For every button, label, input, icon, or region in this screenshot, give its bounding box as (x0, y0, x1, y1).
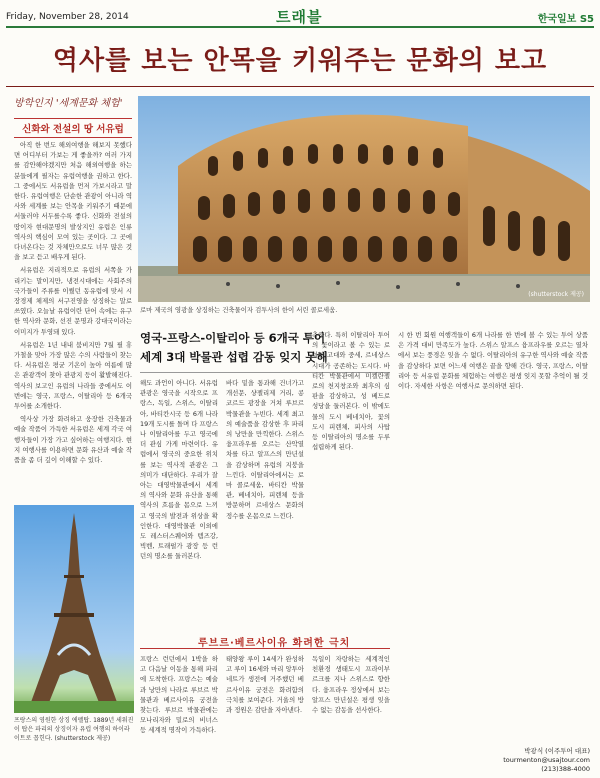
subtitle: 신화와 전설의 땅 서유럽 (14, 118, 132, 138)
louvre-column-c: 독일이 자랑하는 세계적인 친환경 생태도시 프라이부르크를 지나 스위스로 향한다. 융프라우 정상에서 보는 알프스 만년설은 평생 잊을 수 없는 감동을 선사한다. (312, 655, 390, 715)
subheadline-line-1: 영국-프랑스-이탈리아 등 6개국 투어 (140, 331, 326, 345)
title-rule (6, 86, 594, 87)
louvre-column-b: 태양왕 루이 14세가 완성하고 루이 16세와 마리 앙투아네트가 생전에 거주했던 베르사이유 궁전은 화려함의 극치를 보여준다. 거울의 방과 정원은 감탄을 자아낸다. (226, 655, 304, 715)
eiffel-credit: (shutterstock 제공) (54, 735, 111, 742)
subheadline-line-2: 세계 3대 박물관 섭렵 감동 잊지 못해 (140, 350, 328, 364)
middle-column-b: 바다 밑을 통과해 건너가고 개선문, 샹젤리제 거리, 콩코르드 광장을 거쳐 루브르 박물관을 누빈다. 세계 최고의 예술품을 감상한 후 파리의 낭만을 만끽한다. 스위스 융프라우를 오르는 산악열차를 타고 알프스의 만년설을 감상하며 유럽의 지붕을 느낀다. 이탈리아에서는 로마 콜로세움, 바티칸 박물관, 베네치아, 피렌체 등을 방문하며 르네상스 문화의 정수를 온몸으로 느낀다. (226, 379, 304, 520)
paragraph: 서유럽은 지리적으로 유럽의 서쪽을 가리키는 말이지만, 냉전시대에는 사회주의 국가들이 주류를 이뤘던 동유럽에 맞서 시장경제 체제의 서구진영을 상징하는 말로 쓰였다. 오늘날 유럽이란 단어 속에는 유구한 역사와 문화, 선진 문명과 강대국이라는 이미지가 투영돼 있다. (14, 266, 132, 336)
section-title: 트래블 (276, 8, 323, 26)
author-name: 박광식 (이주투어 대표) (524, 747, 590, 755)
middle-column-c: 측하다. 특히 이탈리아 투어의 꽃이라고 볼 수 있는 로마는 고대와 중세, 르네상스 시대가 공존하는 도시다. 바티칸 박물관에서 미켈란젤로의 천지창조와 최후의 심판을 감상하고, 성 베드로 성당을 둘러본다. 이 밖에도 물의 도시 베네치아, 꽃의 도시 피렌체, 피사의 사탑 등 이탈리아의 명소를 두루 섭렵하게 된다. (312, 331, 390, 452)
kicker: 방학인지 '세계문화 체험' (14, 98, 123, 109)
louvre-column-a: 프랑스 런던에서 1박을 하고 다음날 이동을 통해 파리에 도착한다. 프랑스는 예술과 낭만의 나라로 루브르 박물관과 베르사이유 궁전을 찾는다. 루브르 박물관에는 모나리자와 밀로의 비너스 등 세계적 명작이 가득하다. (140, 655, 218, 735)
brand-logo: 한국일보 S5 (537, 14, 594, 25)
eiffel-caption-text: 프랑스의 영원한 상징 에펠탑. 1889년 세워진 이 탑은 파리의 상징이자 유럽 여행의 하이라이트로 꼽힌다. (14, 717, 134, 742)
eiffel-illustration (14, 505, 134, 713)
colosseum-illustration (138, 96, 590, 302)
colosseum-photo (138, 96, 590, 302)
page-header (6, 4, 594, 28)
paragraph: 역사상 가장 화려하고 웅장한 건축물과 예술 작품이 가득한 서유럽은 세계 각국 여행자들이 가장 가고 싶어하는 여행지다. 현지 여행사를 이용하면 문화 유산과 예술 작품을 좀 더 깊이 이해할 수 있다. (14, 415, 132, 465)
photo-credit: (shutterstock 제공) (528, 291, 584, 298)
issue-date: Friday, November 28, 2014 (6, 12, 129, 22)
middle-column-a: 해도 과언이 아니다. 서유럽 관광은 영국을 시작으로 프랑스, 독일, 스위스, 이탈리아, 바티칸시국 등 6개 나라 19개 도시를 돌며 다 프랑스나 이탈리아를 두고 영국에 더 관심 가게 마련이다. 유럽에서 영국의 중요한 위치를 보는 역사적 관광은 그 의미가 대단하다. 우리가 잘 아는 대영박물관에서 세계의 역사와 문화 유산을 통해 역사의 흐름을 몸으로 느끼고 영국의 발전과 위상을 확인한다. 대영박물관 이외에도 레스터스퀘어와 템즈강, 빅벤, 트래펄가 광장 등 런던의 명소를 둘러본다. (140, 379, 218, 561)
eiffel-caption (14, 716, 134, 743)
louvre-section-heading: 루브르·베르사이유 화려한 극치 (198, 638, 351, 649)
author-phone: (213)388-4000 (541, 765, 590, 773)
section-rule (140, 648, 390, 649)
paragraph: 아직 한 번도 해외여행을 해보지 못했다면 어디부터 가보는 게 좋을까? 여러 가지를 감안해야겠지만 처음 해외여행을 하는 분들에게 필자는 유럽여행을 권하고 한다. 그 중에서도 서유럽을 먼저 가보시라고 말한다. 유럽여행은 단순한 관광이 아니라 역사와 세계를 보는 안목을 키워주기 때문에 서둘러야 서두를수록 좋다. 신화와 전설의 땅이자 현대문명의 발상지인 유럽은 인류 역사의 핵심이 모여 있는 곳이다. 그 곳에 다녀온다는 것 자체만으로도 너무 많은 것을 보고 듣고 배우게 된다. (14, 141, 132, 262)
left-column (14, 140, 132, 498)
author-signature (503, 747, 590, 774)
right-column: 시 한 번 회원 여행객들이 6개 나라를 한 번에 볼 수 있는 투어 상품은 가격 대비 만족도가 높다. 스위스 알프스 융프라우를 오르는 열차에서 보는 풍경은 잊을 수 없다. 이탈리아의 유구한 역사와 예술 작품을 감상하다 보면 어느새 여행은 끝을 향해 간다. 영국, 프랑스, 이탈리아 등 서유럽 문화를 체험하는 여행은 평생 잊지 못할 추억이 될 것이다. 자세한 사항은 여행사로 문의하면 된다. (398, 331, 588, 391)
headline: 역사를 보는 안목을 키워주는 문화의 보고 (52, 46, 548, 76)
colosseum-caption: 로마 제국의 영광을 상징하는 건축물이자 검투사의 한이 서린 콜로세움. (140, 306, 338, 314)
paragraph: 서유럽은 1년 내내 붐비지만 7월 필 휴가철을 맞아 가장 많은 수의 사람들이 찾는다. 서유럽은 평균 기온이 높아 여름에 많은 관광객이 찾아 관광지 등이 활발해진다. 역사의 보고인 유럽의 나라들 중에서도 이번에는 영국, 프랑스, 이탈리아 등 6개국 투어를 소개한다. (14, 340, 132, 411)
eiffel-tower-photo (14, 505, 134, 713)
author-email: tourmenton@usajtour.com (503, 756, 590, 764)
